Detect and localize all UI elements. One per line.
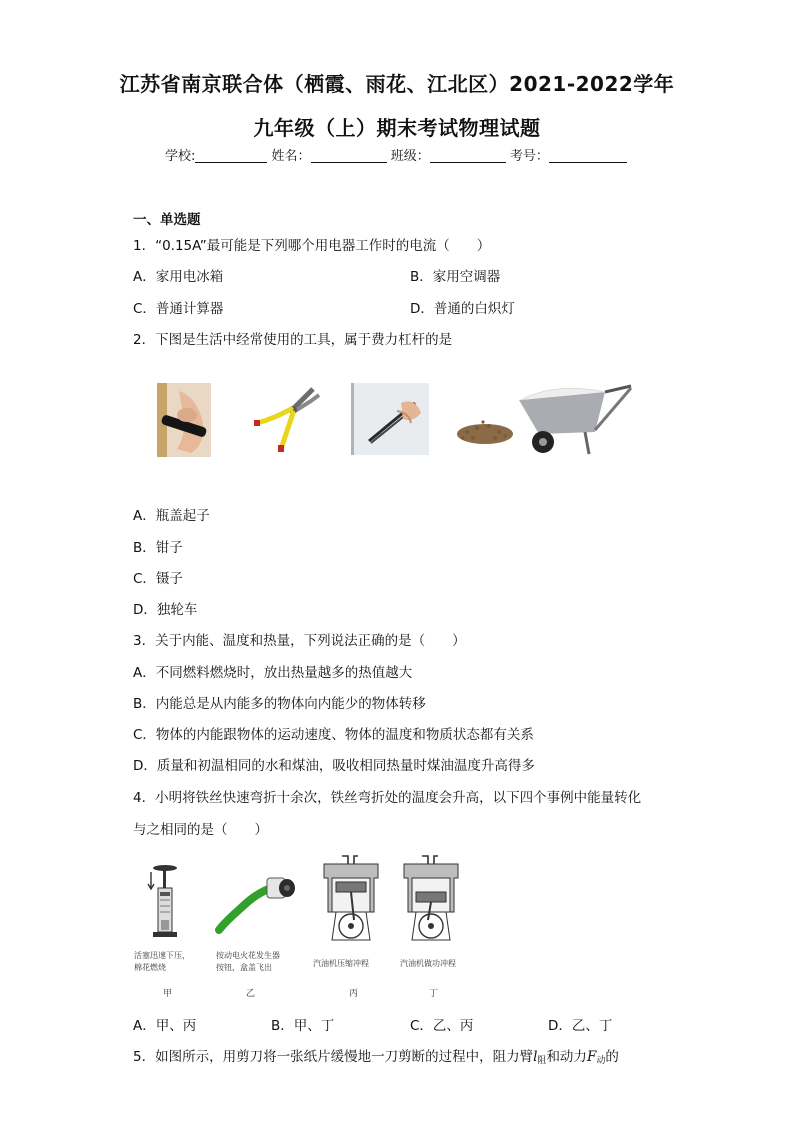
q2-option-b: B．钳子 (133, 540, 183, 556)
label-jia: 甲 (163, 989, 173, 999)
q1-option-c: C．普通计算器 (133, 301, 224, 317)
power-stroke-figure (398, 852, 464, 942)
wheelbarrow-image (455, 378, 637, 458)
q2-option-d: D．独轮车 (133, 602, 198, 618)
caption-jia-line-2: 棉花燃烧 (134, 963, 166, 972)
title-line-2: 九年级（上）期末考试物理试题 (253, 116, 541, 140)
q3-stem: 3．关于内能、温度和热量，下列说法正确的是（ ） (133, 633, 466, 649)
caption-yi-line-2: 按钮，盒盖飞出 (216, 963, 272, 972)
q5-stem-mid: 和动力 (546, 1049, 587, 1065)
q5-stem-end: 的 (605, 1049, 619, 1065)
caption-bing-line-1: 汽油机压缩冲程 (313, 959, 369, 968)
name-label: 姓名： (271, 149, 311, 164)
q2-stem: 2．下图是生活中经常使用的工具，属于费力杠杆的是 (133, 332, 453, 348)
piston-compression-figure (137, 862, 187, 946)
q5-stem (133, 1045, 619, 1066)
caption-jia (134, 950, 190, 974)
class-label: 班级： (390, 149, 430, 164)
effort-subscript: 动 (596, 1056, 606, 1066)
q4-stem-line-2: 与之相同的是（ ） (133, 822, 268, 838)
resistance-subscript: 阻 (537, 1056, 547, 1066)
caption-ding-line-1: 汽油机做功冲程 (400, 959, 456, 968)
pliers-image (253, 383, 325, 455)
school-label: 学校: (165, 149, 196, 164)
caption-yi-line-1: 按动电火花发生器 (216, 951, 280, 960)
label-ding: 丁 (429, 989, 439, 999)
caption-bing (313, 958, 369, 970)
q3-option-b: B．内能总是从内能多的物体向内能少的物体转移 (133, 696, 426, 712)
q3-option-a: A．不同燃料燃烧时，放出热量越多的热值越大 (133, 665, 413, 681)
compression-stroke-figure (318, 852, 384, 942)
title-line-1: 江苏省南京联合体（栖霞、雨花、江北区）2021-2022学年 (119, 72, 675, 96)
q2-option-a: A．瓶盖起子 (133, 508, 210, 524)
q3-option-d: D．质量和初温相同的水和煤油，吸收相同热量时煤油温度升高得多 (133, 758, 535, 774)
exam-number-label: 考号： (509, 149, 549, 164)
q3-option-c: C．物体的内能跟物体的运动速度、物体的温度和物质状态都有关系 (133, 727, 534, 743)
spark-generator-figure (215, 872, 297, 936)
class-blank (430, 148, 506, 163)
q1-option-a: A．家用电冰箱 (133, 269, 224, 285)
q4-option-a: A．甲、丙 (133, 1018, 197, 1034)
section-heading: 一、单选题 (133, 212, 201, 228)
q4-option-b: B．甲、丁 (271, 1018, 335, 1034)
label-bing: 丙 (349, 989, 359, 999)
q4-stem-line-1: 4．小明将铁丝快速弯折十余次，铁丝弯折处的温度会升高，以下四个事例中能量转化 (133, 790, 642, 806)
q4-option-d: D．乙、丁 (548, 1018, 613, 1034)
name-blank (311, 148, 387, 163)
student-info-row (165, 145, 627, 164)
label-yi: 乙 (246, 989, 256, 999)
force-symbol: F (586, 1049, 597, 1065)
caption-ding (400, 958, 456, 970)
q5-stem-start: 5．如图所示，用剪刀将一张纸片缓慢地一刀剪断的过程中，阻力臂 (133, 1049, 534, 1065)
exam-number-blank (549, 148, 627, 163)
bottle-opener-image (157, 383, 211, 457)
caption-jia-line-1: 活塞迅速下压， (134, 951, 190, 960)
q4-option-c: C．乙、丙 (410, 1018, 474, 1034)
q1-stem: 1．“0.15A”最可能是下列哪个用电器工作时的电流（ ） (133, 238, 491, 254)
school-blank (195, 148, 267, 163)
q2-option-c: C．镊子 (133, 571, 183, 587)
q1-option-d: D．普通的白炽灯 (410, 301, 515, 317)
q1-option-b: B．家用空调器 (410, 269, 501, 285)
tweezers-image (351, 383, 429, 455)
caption-yi (216, 950, 280, 974)
lever-arm-symbol: l (533, 1049, 538, 1065)
